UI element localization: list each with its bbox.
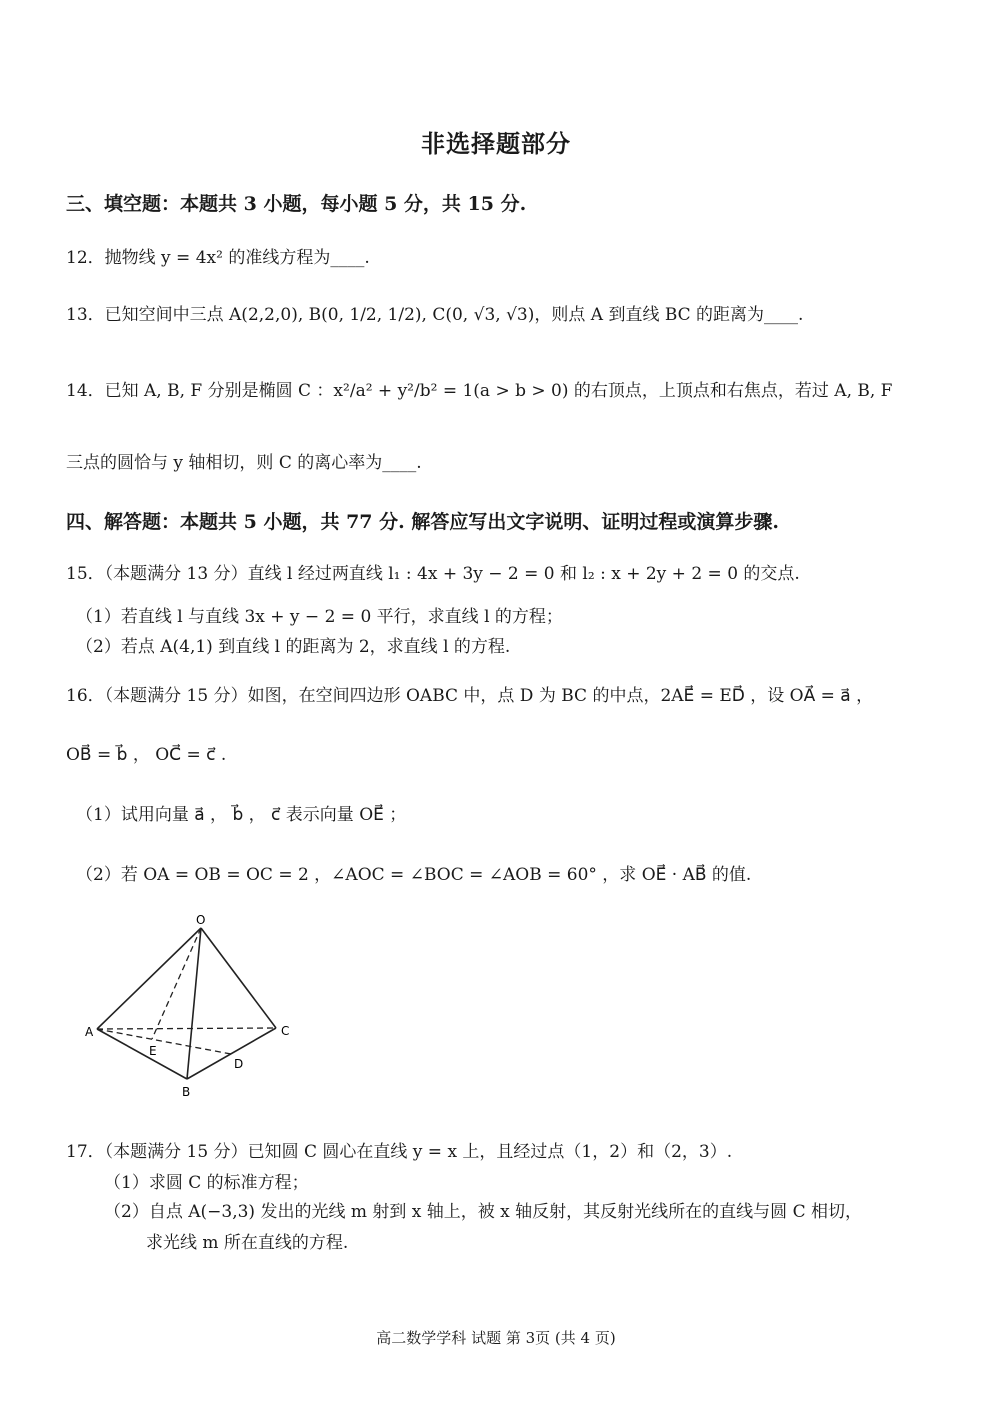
label-C: C	[281, 1024, 290, 1038]
edge-AC-hidden	[97, 1028, 276, 1029]
question-16-stem-2: OB⃗ = b⃗ ， OC⃗ = c⃗ .	[66, 745, 227, 765]
question-17-part-1: （1）求圆 C 的标准方程；	[104, 1173, 309, 1193]
tetrahedron-figure	[80, 905, 310, 1105]
label-A: A	[85, 1025, 94, 1039]
question-16-part-2: （2）若 OA = OB = OC = 2 ，∠AOC = ∠BOC = ∠AOB = 60° ，求 OE⃗ · AB⃗ 的值.	[76, 865, 752, 885]
question-14-line-1: 14．已知 A, B, F 分别是椭圆 C ：x²/a² + y²/b² = 1(a > b > 0) 的右顶点，上顶点和右焦点，若过 A, B, F	[66, 381, 893, 401]
question-15-part-1: （1）若直线 l 与直线 3x + y − 2 = 0 平行，求直线 l 的方程；	[76, 607, 563, 627]
edge-OB	[187, 928, 201, 1079]
question-17-part-2-line-2: 求光线 m 所在直线的方程.	[146, 1233, 349, 1253]
segment-OE-hidden	[152, 928, 201, 1039]
label-O: O	[196, 913, 206, 927]
question-17-stem: 17．（本题满分 15 分）已知圆 C 圆心在直线 y = x 上，且经过点（1，2）和（2，3）.	[66, 1142, 733, 1162]
question-14-line-2: 三点的圆恰与 y 轴相切，则 C 的离心率为____.	[66, 453, 422, 473]
page-footer: 高二数学学科 试题 第 3页 (共 4 页)	[376, 1329, 616, 1347]
label-B: B	[182, 1085, 191, 1099]
edge-AB	[97, 1029, 187, 1079]
question-15-part-2: （2）若点 A(4,1) 到直线 l 的距离为 2，求直线 l 的方程.	[76, 637, 511, 657]
question-15-stem: 15．（本题满分 13 分）直线 l 经过两直线 l₁ : 4x + 3y − 2 = 0 和 l₂ : x + 2y + 2 = 0 的交点.	[66, 564, 800, 584]
edge-BC	[187, 1028, 276, 1079]
label-E: E	[149, 1044, 157, 1058]
question-12: 12．抛物线 y = 4x² 的准线方程为____.	[66, 248, 370, 268]
question-13: 13．已知空间中三点 A(2,2,0), B(0, 1/2, 1/2), C(0, √3, √3)，则点 A 到直线 BC 的距离为____.	[66, 305, 804, 325]
page-title: 非选择题部分	[421, 129, 571, 158]
section-3-heading: 三、填空题：本题共 3 小题，每小题 5 分，共 15 分.	[66, 193, 527, 215]
label-D: D	[234, 1057, 244, 1071]
question-16-stem-1: 16．（本题满分 15 分）如图，在空间四边形 OABC 中，点 D 为 BC 的中点，2AE⃗ = ED⃗ ，设 OA⃗ = a⃗ ，	[66, 686, 874, 706]
segment-AD-hidden	[97, 1029, 231, 1054]
question-16-part-1: （1）试用向量 a⃗ ， b⃗ ， c⃗ 表示向量 OE⃗ ；	[76, 805, 407, 825]
edge-OA	[97, 928, 201, 1029]
edge-OC	[201, 928, 276, 1028]
section-4-heading: 四、解答题：本题共 5 小题，共 77 分. 解答应写出文字说明、证明过程或演算步骤.	[66, 511, 779, 533]
question-17-part-2-line-1: （2）自点 A(−3,3) 发出的光线 m 射到 x 轴上，被 x 轴反射，其反射光线所在的直线与圆 C 相切，	[104, 1202, 862, 1222]
